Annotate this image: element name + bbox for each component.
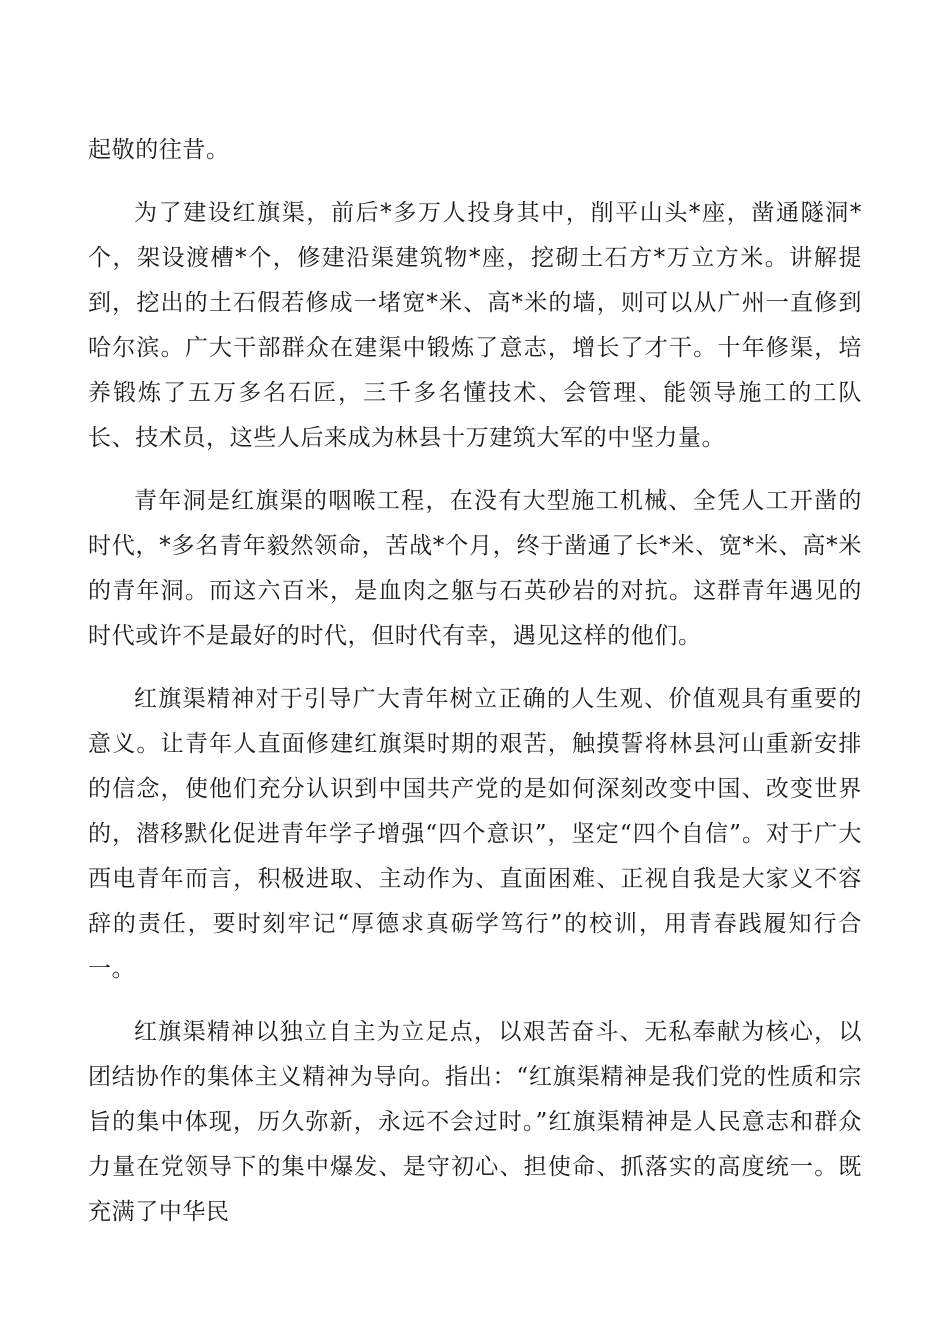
paragraph-youth-tunnel: 青年洞是红旗渠的咽喉工程，在没有大型施工机械、全凭人工开凿的时代，*多名青年毅然领命，苦战*个月，终于凿通了长*米、宽*米、高*米的青年洞。而这六百米，是血肉之躯与石英砂岩的对抗。这群青年遇见的时代或许不是最好的时代，但时代有幸，遇见这样的他们。 <box>88 488 862 649</box>
paragraph-construction-stats: 为了建设红旗渠，前后*多万人投身其中，削平山头*座，凿通隧洞*个，架设渡槽*个，修建沿渠建筑物*座，挖砌土石方*万立方米。讲解提到，挖出的土石假若修成一堵宽*米、高*米的墙，则可以从广州一直修到哈尔滨。广大干部群众在建渠中锻炼了意志，增长了才干。十年修渠，培养锻炼了五万多名石匠，三千多名懂技术、会管理、能领导施工的工队长、技术员，这些人后来成为林县十万建筑大军的中坚力量。 <box>88 200 862 451</box>
paragraph-spirit-core: 红旗渠精神以独立自主为立足点，以艰苦奋斗、无私奉献为核心，以团结协作的集体主义精神为导向。指出：“红旗渠精神是我们党的性质和宗旨的集中体现，历久弥新，永远不会过时。”红旗渠精神是人民意志和群众力量在党领导下的集中爆发、是守初心、担使命、抓落实的高度统一。既充满了中华民 <box>88 1019 862 1225</box>
paragraph-youth-significance: 红旗渠精神对于引导广大青年树立正确的人生观、价值观具有重要的意义。让青年人直面修建红旗渠时期的艰苦，触摸誓将林县河山重新安排的信念，使他们充分认识到中国共产党的是如何深刻改变中国、改变世界的，潜移默化促进青年学子增强“四个意识”，坚定“四个自信”。对于广大西电青年而言，积极进取、主动作为、直面困难、正视自我是大家义不容辞的责任，要时刻牢记“厚德求真砺学笃行”的校训，用青春践履知行合一。 <box>88 686 862 982</box>
document-body <box>88 128 862 1253</box>
paragraph-continued: 起敬的往昔。 <box>88 137 230 163</box>
